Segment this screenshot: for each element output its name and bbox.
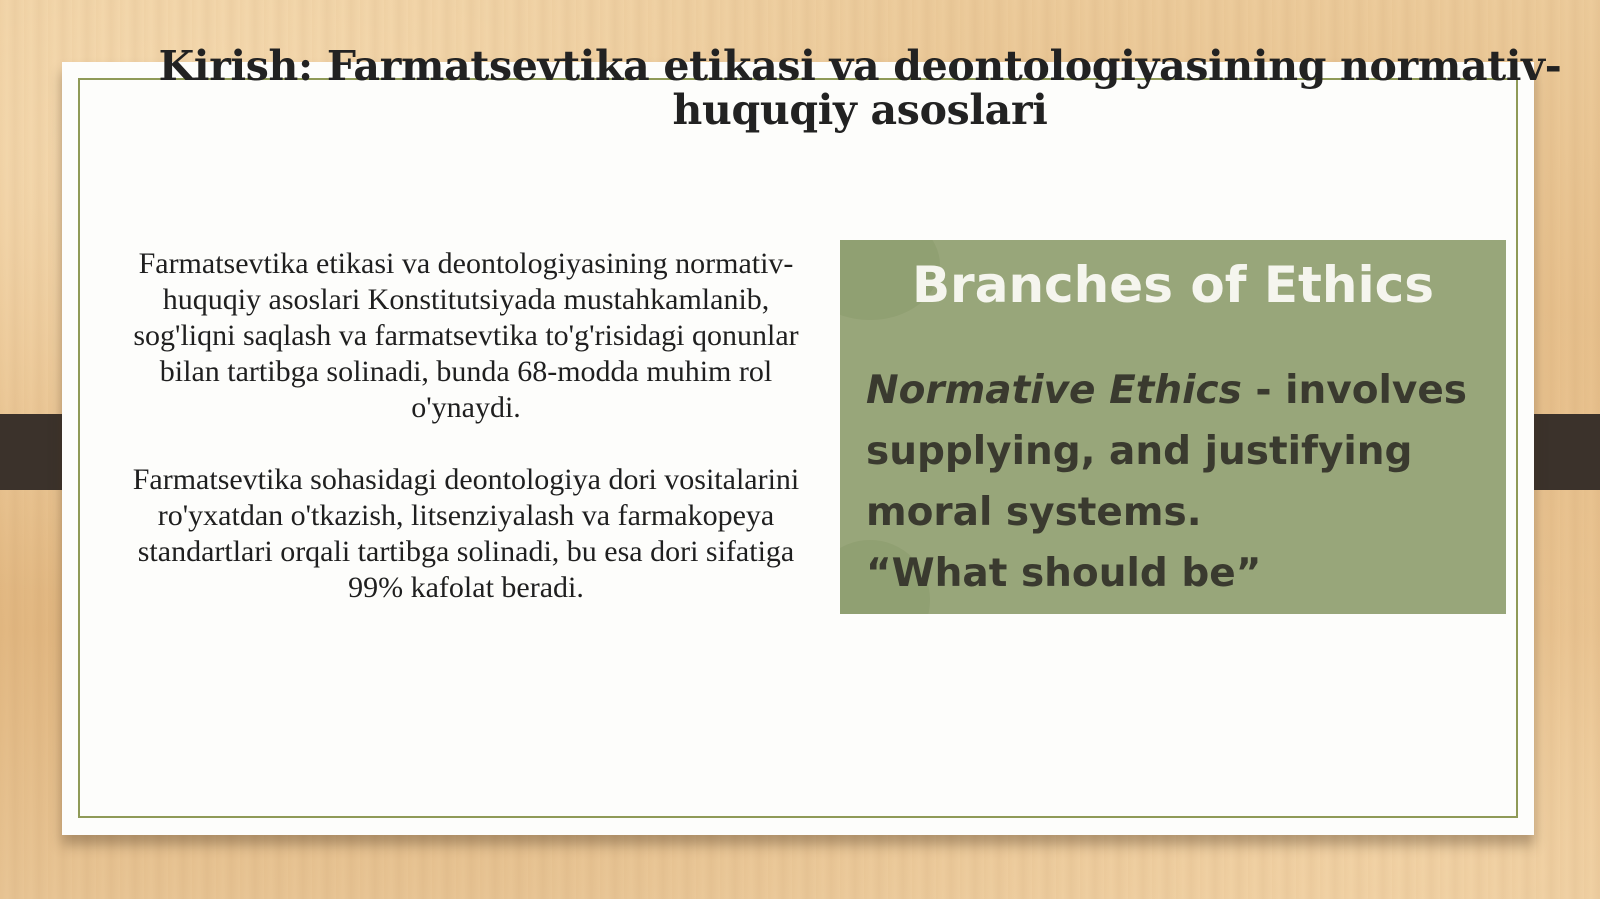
image-quote: “What should be” — [866, 551, 1262, 596]
image-definition: - involves supplying, and justifying moral systems. — [866, 368, 1467, 535]
body-paragraph-2: Farmatsevtika sohasidagi deontologiya dori vositalarini ro'yxatdan o'tkazish, litsenziyalash va farmakopeya standartlari orqali tartibga solinadi, bu esa dori sifatiga 99% kafolat beradi. — [132, 463, 800, 604]
slide-title: Kirish: Farmatsevtika etikasi va deontologiyasining normativ-huquqiy asoslari — [158, 42, 1562, 134]
slide-body — [110, 246, 822, 606]
image-heading: Branches of Ethics — [911, 256, 1435, 314]
image-term: Normative Ethics — [866, 368, 1242, 413]
image-text — [866, 360, 1496, 604]
body-paragraph-1: Farmatsevtika etikasi va deontologiyasining normativ-huquqiy asoslari Konstitutsiyada mustahkamlanib, sog'liqni saqlash va farmatsevtika to'g'risidagi qonunlar bilan tartibga solinadi, bunda 68-modda muhim rol o'ynaydi. — [133, 247, 799, 424]
branches-of-ethics-image — [840, 240, 1506, 614]
